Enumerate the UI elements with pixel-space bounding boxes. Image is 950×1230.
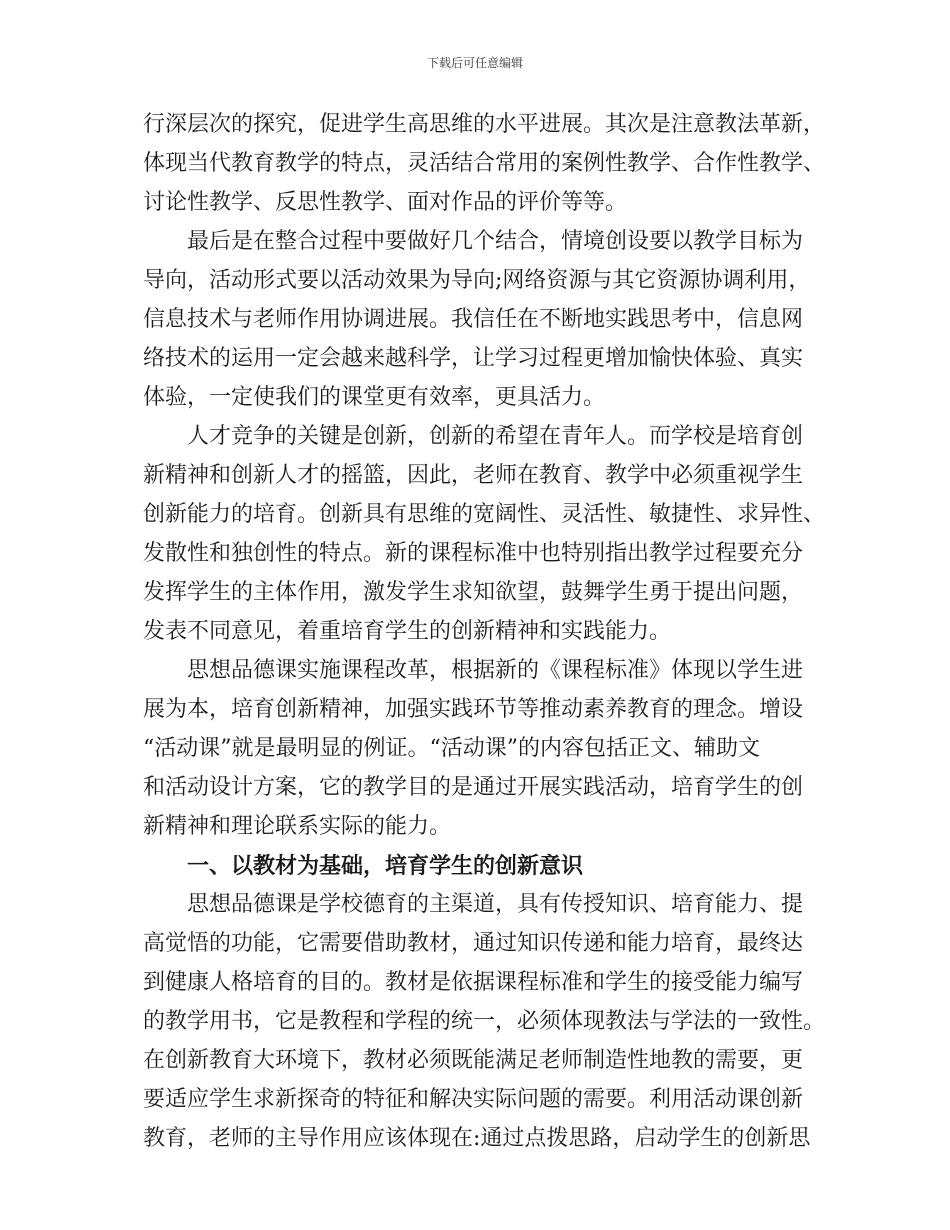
paragraph-start: 最后是在整合过程中要做好几个结合，情境创设要以教学目标为	[187, 229, 804, 254]
page-header: 下载后可任意编辑	[426, 56, 523, 70]
section-heading: 一、以教材为基础，培育学生的创新意识	[187, 853, 584, 879]
text-line: 和活动设计方案，它的教学目的是通过开展实践活动，培育学生的创	[143, 775, 804, 800]
text-line: 发散性和独创性的特点。新的课程标准中也特别指出教学过程要充分	[143, 541, 804, 566]
text-line: 信息技术与老师作用协调进展。我信任在不断地实践思考中，信息网	[143, 307, 804, 332]
text-line: “活动课”就是最明显的例证。“活动课”的内容包括正文、辅助文	[143, 736, 760, 761]
text-line: 展为本，培育创新精神，加强实践环节等推动素养教育的理念。增设	[143, 697, 804, 722]
text-line: 到健康人格培育的目的。教材是依据课程标准和学生的接受能力编写	[143, 970, 804, 995]
text-line: 讨论性教学、反思性教学、面对作品的评价等等。	[143, 190, 628, 215]
text-line: 的教学用书，它是教程和学程的统一，必须体现教法与学法的一致性。	[143, 1009, 826, 1034]
text-line: 新精神和创新人才的摇篮，因此，老师在教育、教学中必须重视学生	[143, 463, 804, 488]
text-line: 行深层次的探究，促进学生高思维的水平进展。其次是注意教法革新，	[143, 112, 826, 137]
text-line: 体验，一定使我们的课堂更有效率，更具活力。	[143, 385, 606, 410]
paragraph-start: 思想品德课是学校德育的主渠道，具有传授知识、培育能力、提	[187, 892, 804, 917]
text-line: 新精神和理论联系实际的能力。	[143, 814, 452, 839]
paragraph-start: 思想品德课实施课程改革，根据新的《课程标准》体现以学生进	[187, 658, 804, 683]
text-line: 高觉悟的功能，它需要借助教材，通过知识传递和能力培育，最终达	[143, 931, 804, 956]
text-line: 发挥学生的主体作用，激发学生求知欲望，鼓舞学生勇于提出问题，	[143, 580, 804, 605]
text-line: 体现当代教育教学的特点，灵活结合常用的案例性教学、合作性教学、	[143, 151, 826, 176]
paragraph-start: 人才竞争的关键是创新，创新的希望在青年人。而学校是培育创	[187, 424, 804, 449]
text-line: 络技术的运用一定会越来越科学，让学习过程更增加愉快体验、真实	[143, 346, 804, 371]
text-line: 要适应学生求新探奇的特征和解决实际问题的需要。利用活动课创新	[143, 1087, 804, 1112]
text-line: 发表不同意见，着重培育学生的创新精神和实践能力。	[143, 619, 672, 644]
text-line: 创新能力的培育。创新具有思维的宽阔性、灵活性、敏捷性、求异性、	[143, 502, 826, 527]
text-line: 导向，活动形式要以活动效果为导向;网络资源与其它资源协调利用，	[143, 268, 811, 293]
text-line: 教育，老师的主导作用应该体现在:通过点拨思路，启动学生的创新思	[143, 1126, 811, 1151]
text-line: 在创新教育大环境下，教材必须既能满足老师制造性地教的需要，更	[143, 1048, 804, 1073]
